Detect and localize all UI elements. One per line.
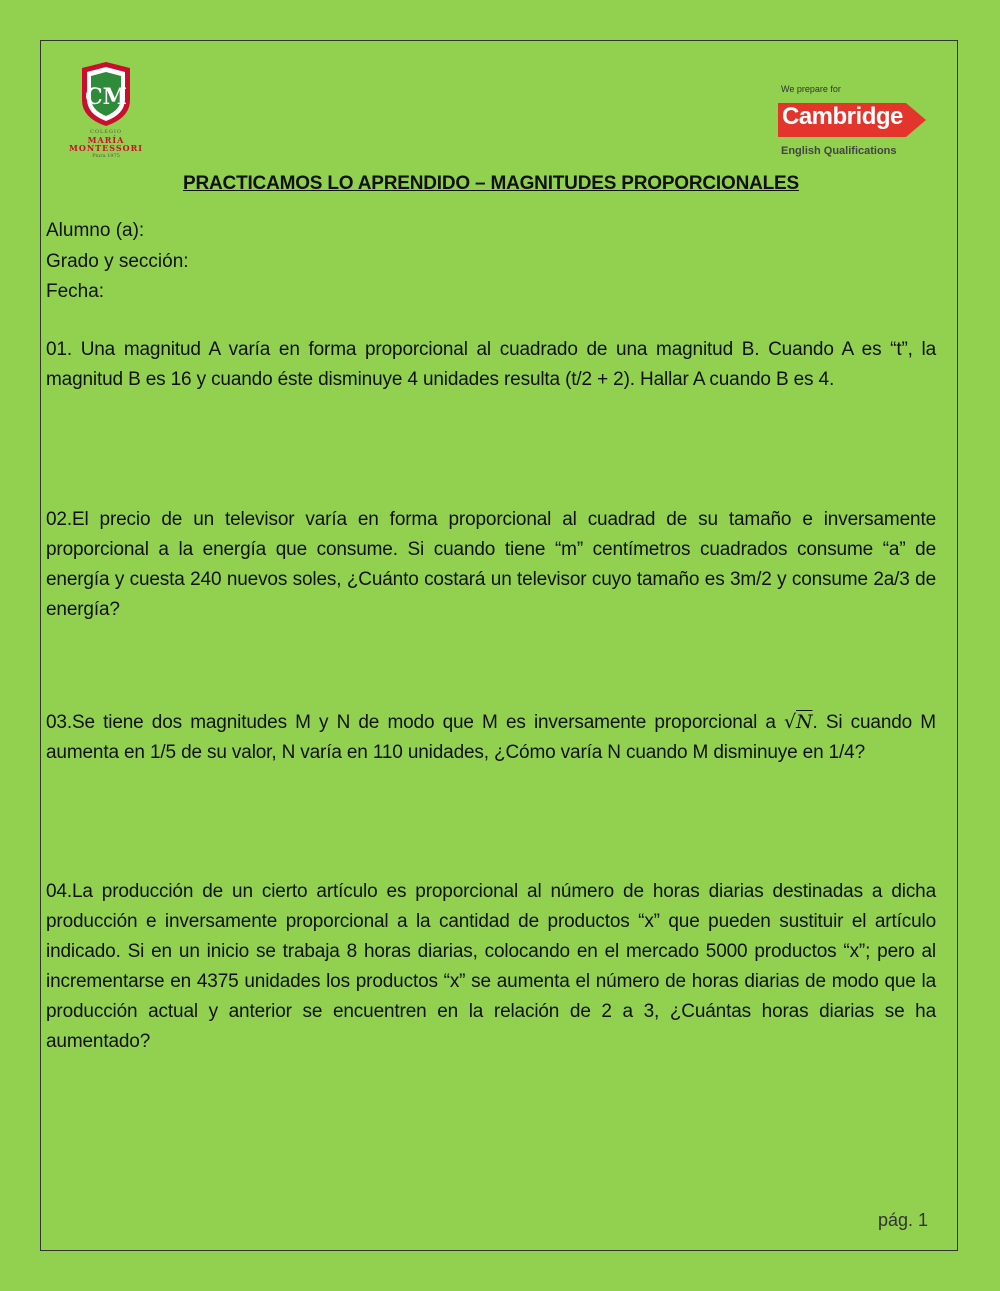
problem-3-text-a: 03.Se tiene dos magnitudes M y N de modo que M es inversamente proporcional a [46, 712, 785, 733]
page-title: PRACTICAMOS LO APRENDIDO – MAGNITUDES PROPORCIONALES [183, 173, 799, 194]
student-field: Alumno (a): [46, 220, 145, 241]
school-line-3: MONTESSORI [69, 143, 143, 153]
school-name [64, 128, 148, 160]
problem-4: 04.La producción de un cierto artículo es proporcional al número de horas diarias destinadas a dicha producción e inversamente proporcional a la cantidad de productos “x” que pueden sustituir el artículo indicado. Si en un inicio se trabaja 8 horas diarias, colocando en el mercado 5000 productos “x”; pero al incrementarse en 4375 unidades los productos “x” se aumenta el número de horas diarias de modo que la producción actual y anterior se encuentren en la relación de 2 a 3, ¿Cuántas horas diarias se ha aumentado? [46, 881, 936, 1052]
sqrt-icon: √ [784, 711, 796, 733]
grade-field: Grado y sección: [46, 251, 189, 272]
page-border [40, 40, 958, 1251]
emblem-letters: CM [85, 84, 127, 110]
sqrt-radicand: N [796, 711, 813, 733]
page-number: pág. 1 [878, 1210, 929, 1230]
cambridge-brand: Cambridge [782, 103, 903, 130]
school-line-2: MARÍA [87, 135, 125, 145]
problem-3 [46, 707, 936, 768]
problem-1: 01. Una magnitud A varía en forma proporcional al cuadrado de una magnitud B. Cuando A es “t”, la magnitud B es 16 y cuando éste disminuye 4 unidades resulta (t/2 + 2). Hallar A cuando B es 4. [46, 339, 936, 390]
cambridge-tagline: We prepare for [781, 84, 841, 94]
cambridge-logo [778, 84, 938, 164]
sqrt-n-expression [784, 711, 812, 733]
cambridge-subtitle: English Qualifications [781, 145, 897, 157]
problem-3-text-b: . Si cuando M aumenta en 1/5 de su valor, N varía en 110 unidades, ¿Cómo varía N cuando M disminuye en 1/4? [46, 712, 936, 763]
school-line-1: COLEGIO [90, 129, 122, 135]
school-line-4: Piura 1975 [92, 153, 120, 159]
date-field: Fecha: [46, 281, 105, 302]
problem-2: 02.El precio de un televisor varía en forma proporcional al cuadrad de su tamaño e inversamente proporcional a la energía que consume. Si cuando tiene “m” centímetros cuadrados consume “a” de energía y cuesta 240 nuevos soles, ¿Cuánto costará un televisor cuyo tamaño es 3m/2 y consume 2a/3 de energía? [46, 509, 936, 620]
